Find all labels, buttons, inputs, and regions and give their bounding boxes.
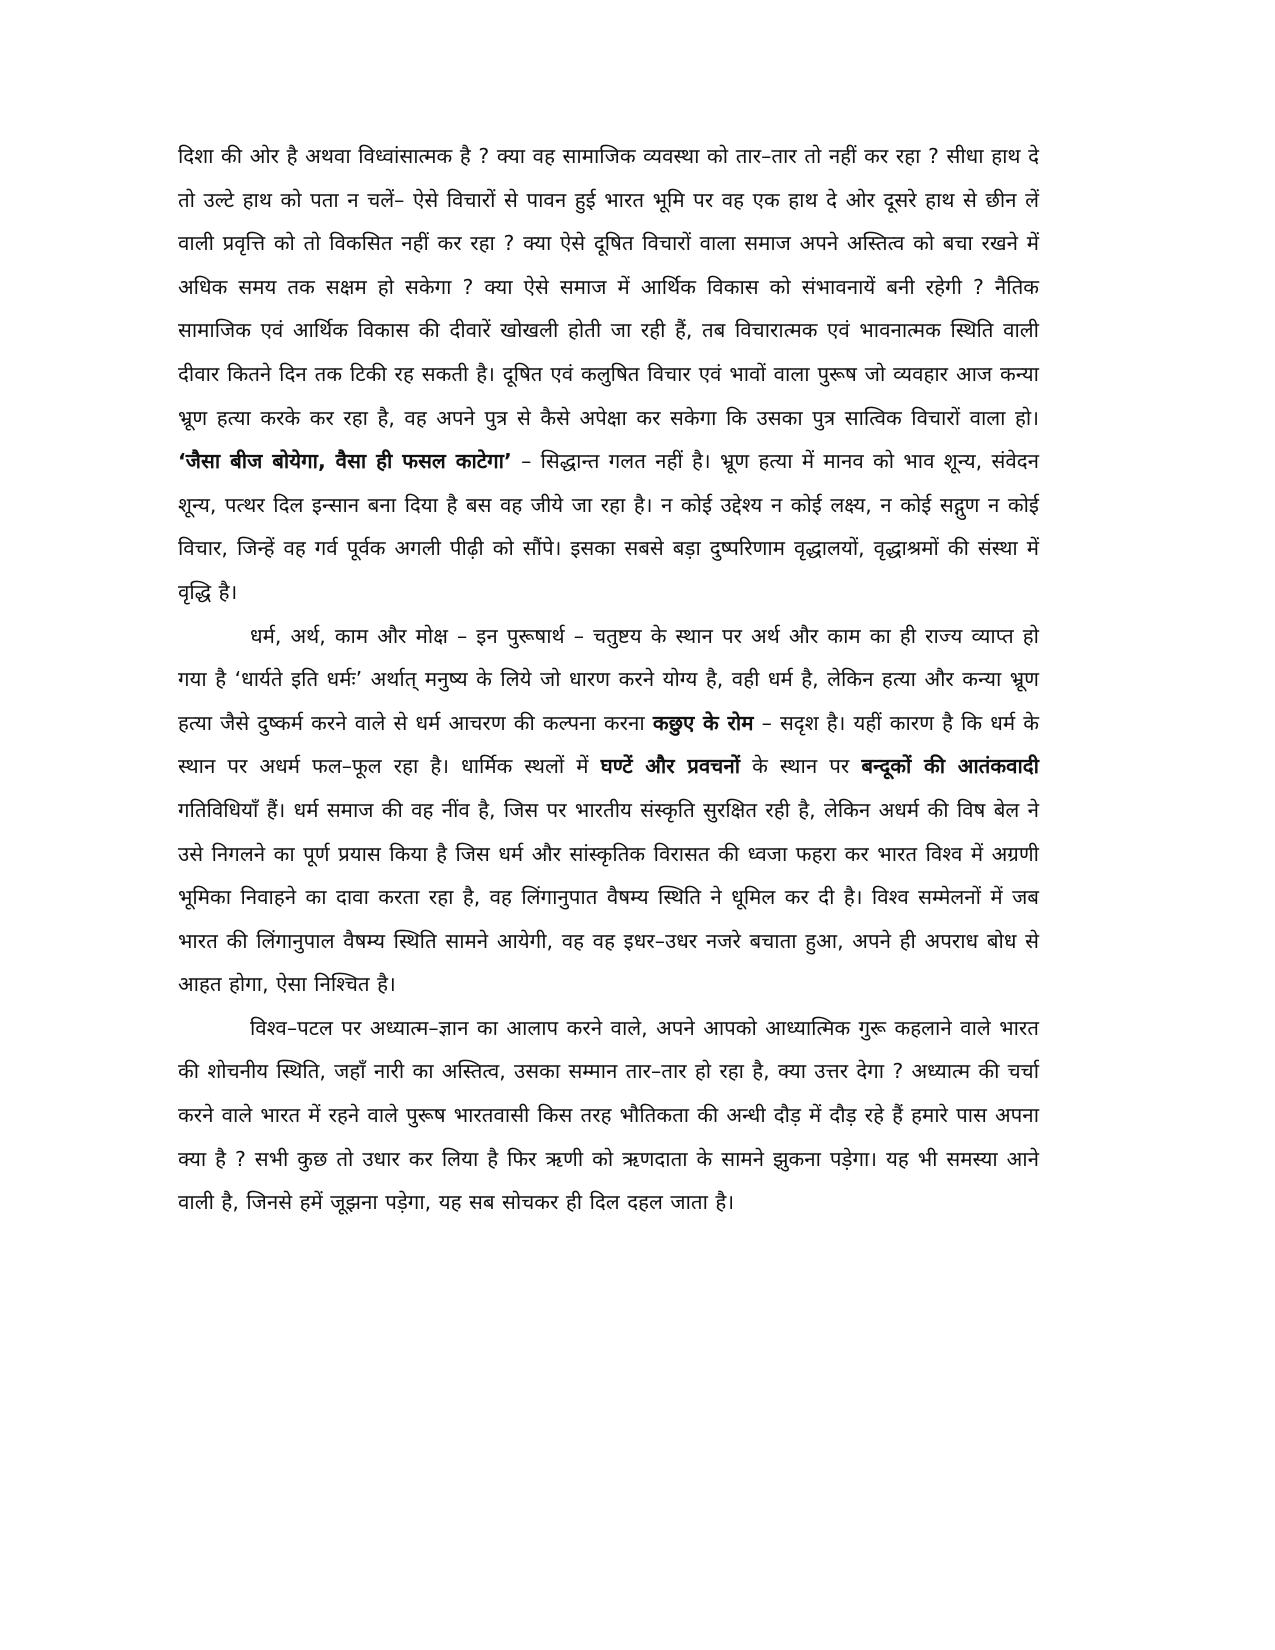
bold-phrase: बन्दूकों की आतंकवादी (861, 754, 1039, 779)
paragraph-text: – सदृश है। यहीं कारण है कि धर्म के स्थान पर अधर्म फल–फूल रहा है। धार्मिक स्थलों में (178, 710, 1039, 779)
paragraph-text: दिशा की ओर है अथवा विध्वांसात्मक है ? क्या वह सामाजिक व्यवस्था को तार–तार तो नहीं कर रहा ? सीधा हाथ दे तो उल्टे हाथ को पता न चलें– ऐसे विचारों से पावन हुई भारत भूमि पर वह एक हाथ दे ओर दूसरे हाथ से छीन लें वाली प्रवृत्ति को तो विकसित नहीं कर रहा ? क्या ऐसे दूषित विचारों वाला समाज अपने अस्तित्व को बचा रखने में अधिक समय तक सक्षम हो सकेगा ? क्या ऐसे समाज में आर्थिक विकास को संभावनायें बनी रहेगी ? नैतिक सामाजिक एवं आर्थिक विकास की दीवारें खोखली होती जा रही हैं, तब विचारात्मक एवं भावनात्मक स्थिति वाली दीवार कितने दिन तक टिकी रह सकती है। दूषित एवं कलुषित विचार एवं भावों वाला पुरूष जो व्यवहार आज कन्या भ्रूण हत्या करके कर रहा है, वह अपने पुत्र से कैसे अपेक्षा कर सकेगा कि उसका पुत्र सात्विक विचारों वाला हो। (178, 144, 1039, 430)
bold-phrase: ‘जैसा बीज बोयेगा, वैसा ही फसल काटेगा’ (178, 449, 512, 474)
paragraph-text: विश्व–पटल पर अध्यात्म–ज्ञान का आलाप करने वाले, अपने आपको आध्यात्मिक गुरू कहलाने वाले भारत की शोचनीय स्थिति, जहाँ नारी का अस्तित्व, उसका सम्मान तार–तार हो रहा है, क्या उत्तर देगा ? अध्यात्म की चर्चा करने वाले भारत में रहने वाले पुरूष भारतवासी किस तरह भौतिकता की अन्धी दौड़ में दौड़ रहे हैं हमारे पास अपना क्या है ? सभी कुछ तो उधार कर लिया है फिर ऋणी को ऋणदाता के सामने झुकना पड़ेगा। यह भी समस्या आने वाली है, जिनसे हमें जूझना पड़ेगा, यह सब सोचकर ही दिल दहल जाता है। (178, 1015, 1039, 1215)
paragraph-1 (178, 135, 1039, 615)
paragraph-2 (178, 615, 1039, 1007)
paragraph-3 (178, 1007, 1039, 1225)
paragraph-text: गतिविधियाँ हैं। धर्म समाज की वह नींव है, जिस पर भारतीय संस्कृति सुरक्षित रही है, लेकिन अधर्म की विष बेल ने उसे निगलने का पूर्ण प्रयास किया है जिस धर्म और सांस्कृतिक विरासत की ध्वजा फहरा कर भारत विश्व में अग्रणी भूमिका निवाहने का दावा करता रहा है, वह लिंगानुपात वैषम्य स्थिति ने धूमिल कर दी है। विश्व सम्मेलनों में जब भारत की लिंगानुपाल वैषम्य स्थिति सामने आयेगी, वह वह इधर–उधर नजरे बचाता हुआ, अपने ही अपराध बोध से आहत होगा, ऐसा निश्चित है। (178, 797, 1040, 997)
paragraph-text: धर्म, अर्थ, काम और मोक्ष – इन पुरूषार्थ – चतुष्टय के स्थान पर अर्थ और काम का ही राज्य व्याप्त हो गया है ‘धार्यते इति धर्मः’ अर्थात् मनुष्य के लिये जो धारण करने योग्य है, वही धर्म है, लेकिन हत्या और कन्या भ्रूण हत्या जैसे दुष्कर्म करने वाले से धर्म आचरण की कल्पना करना (178, 623, 1039, 735)
paragraph-text: – सिद्धान्त गलत नहीं है। भ्रूण हत्या में मानव को भाव शून्य, संवेदन शून्य, पत्थर दिल इन्सान बना दिया है बस वह जीये जा रहा है। न कोई उद्देश्य न कोई लक्ष्य, न कोई सद्गुण न कोई विचार, जिन्हें वह गर्व पूर्वक अगली पीढ़ी को सौंपे। इसका सबसे बड़ा दुष्परिणाम वृद्धालयों, वृद्धाश्रमों की संस्था में वृद्धि है। (178, 449, 1040, 604)
bold-phrase: कछुए के रोम (652, 710, 754, 735)
bold-phrase: घण्टें और प्रवचनों (600, 754, 741, 779)
paragraph-text: के स्थान पर (740, 754, 862, 779)
document-page (178, 135, 1039, 1225)
